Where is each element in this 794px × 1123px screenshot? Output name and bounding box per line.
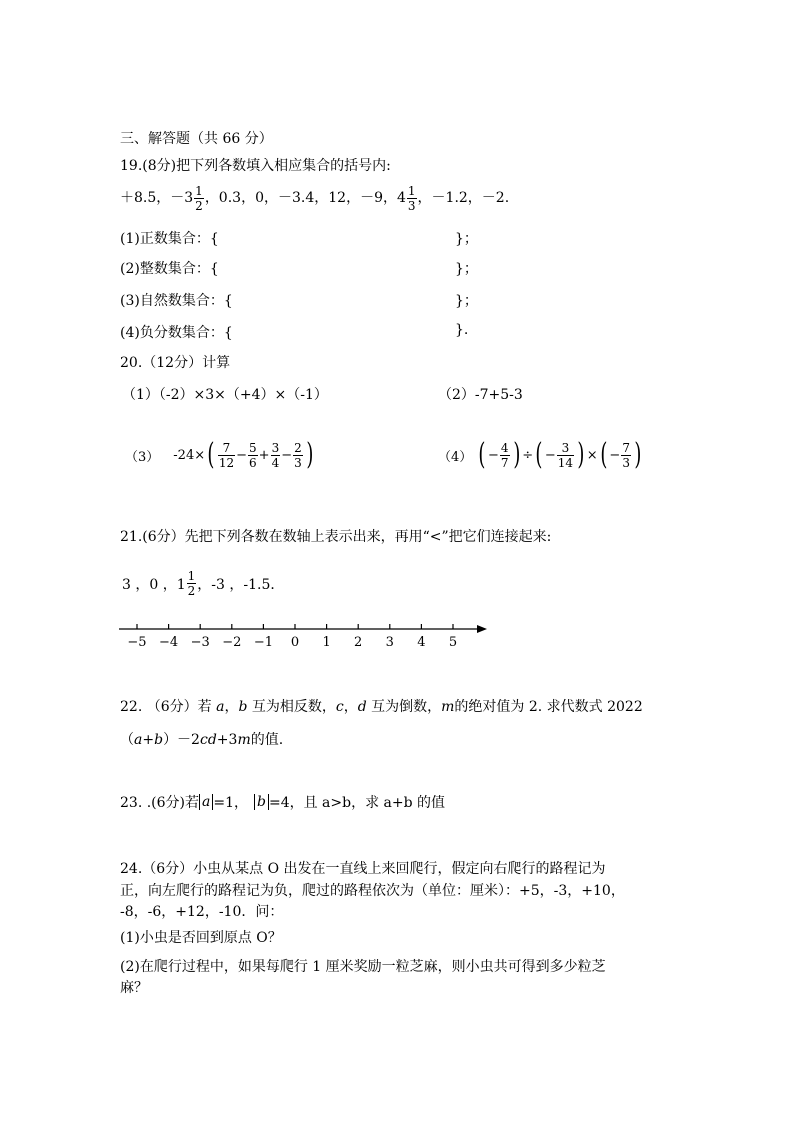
q23: 23. .(6分)若 a =1， b =4，且 a>b，求 a+b 的值 xyxy=(120,794,446,811)
q21-stem: 21.(6分）先把下列各数在数轴上表示出来，再用“<”把它们连接起来: xyxy=(120,529,552,545)
q24-sub1: (1)小虫是否回到原点 O？ xyxy=(120,930,282,946)
q24-line2: 正，向左爬行的路程记为负，爬过的路程依次为（单位：厘米）：+5，-3，+10， xyxy=(120,883,625,899)
q19-set-negfrac: (4)负分数集合：{ xyxy=(120,325,233,341)
number-line-ticks xyxy=(127,624,457,650)
q19-numbers-part3: ，－1.2，－2. xyxy=(417,190,510,206)
q21-numbers: 3 ，0 ，1 $\frac{1}{2}$ ，-3 ，-1.5． xyxy=(122,569,285,598)
q19-set-integer: (2)整数集合：{ xyxy=(120,261,219,277)
q20-part2: （2）-7+5-3 xyxy=(438,387,523,403)
axis-tick-label: −5 xyxy=(127,635,147,650)
fraction: $\frac{1}{2}$ xyxy=(195,183,203,213)
axis-tick-label: −2 xyxy=(222,635,242,650)
axis-tick-label: −4 xyxy=(159,635,179,650)
q19-set-natural-close: }； xyxy=(455,293,478,309)
axis-tick-label: 5 xyxy=(448,635,458,650)
q22-line1: 22. （6分）若 a，b 互为相反数，c，d 互为倒数，m的绝对值为 2. 求代数式 2022 xyxy=(120,699,643,715)
q19-numbers-part1: ＋8.5，－3 xyxy=(120,190,194,206)
q19-set-integer-close: }； xyxy=(455,261,478,277)
q19-numbers xyxy=(120,183,509,213)
q19-set-positive-close: }； xyxy=(455,231,478,247)
axis-tick-label: −1 xyxy=(253,635,273,650)
q20-stem: 20.（12分）计算 xyxy=(120,355,231,371)
q19-stem: 19.(8分)把下列各数填入相应集合的括号内: xyxy=(120,158,391,174)
axis-tick-label: 4 xyxy=(417,635,426,650)
axis-tick-label: 0 xyxy=(290,635,300,650)
q19-set-natural: (3)自然数集合：{ xyxy=(120,293,233,309)
q24-sub2a: (2)在爬行过程中，如果每爬行 1 厘米奖励一粒芝麻，则小虫共可得到多少粒芝 xyxy=(120,959,606,975)
section-title: 三、解答题（共 66 分） xyxy=(120,131,273,147)
axis-tick-label: 3 xyxy=(385,635,394,650)
number-line xyxy=(115,615,495,655)
q19-set-positive: (1)正数集合：{ xyxy=(120,231,219,247)
q19-numbers-part2: ，0.3，0，－3.4，12，－9，4 xyxy=(204,190,406,206)
q20-part4: （4） ( − $\frac{4}{7}$ ) ÷ ( − $\frac{3}{14}$ ) × ( − $\frac{7}{3}$ ) xyxy=(438,437,642,472)
fraction: $\frac{1}{3}$ xyxy=(407,183,416,213)
arrow-icon xyxy=(477,625,487,633)
q22-line2: （a+b）－2cd+3m的值. xyxy=(120,732,284,748)
q24-line3: -8，-6，+12，-10．问： xyxy=(120,904,284,920)
q19-set-negfrac-close: }. xyxy=(455,322,469,338)
q20-part3: （3） -24× ( $\frac{7}{12}$ − $\frac{5}{6}$ + $\frac{3}{4}$ − $\frac{2}{3}$ ) xyxy=(125,437,314,472)
q24-sub2b: 麻？ xyxy=(120,980,148,996)
q24-line1: 24.（6分）小虫从某点 O 出发在一直线上来回爬行，假定向右爬行的路程记为 xyxy=(120,861,606,877)
axis-tick-label: 2 xyxy=(354,635,363,650)
axis-tick-label: −3 xyxy=(190,635,210,650)
q20-part1: （1）（-2）×3×（+4）×（-1） xyxy=(122,387,328,403)
axis-tick-label: 1 xyxy=(322,635,331,650)
